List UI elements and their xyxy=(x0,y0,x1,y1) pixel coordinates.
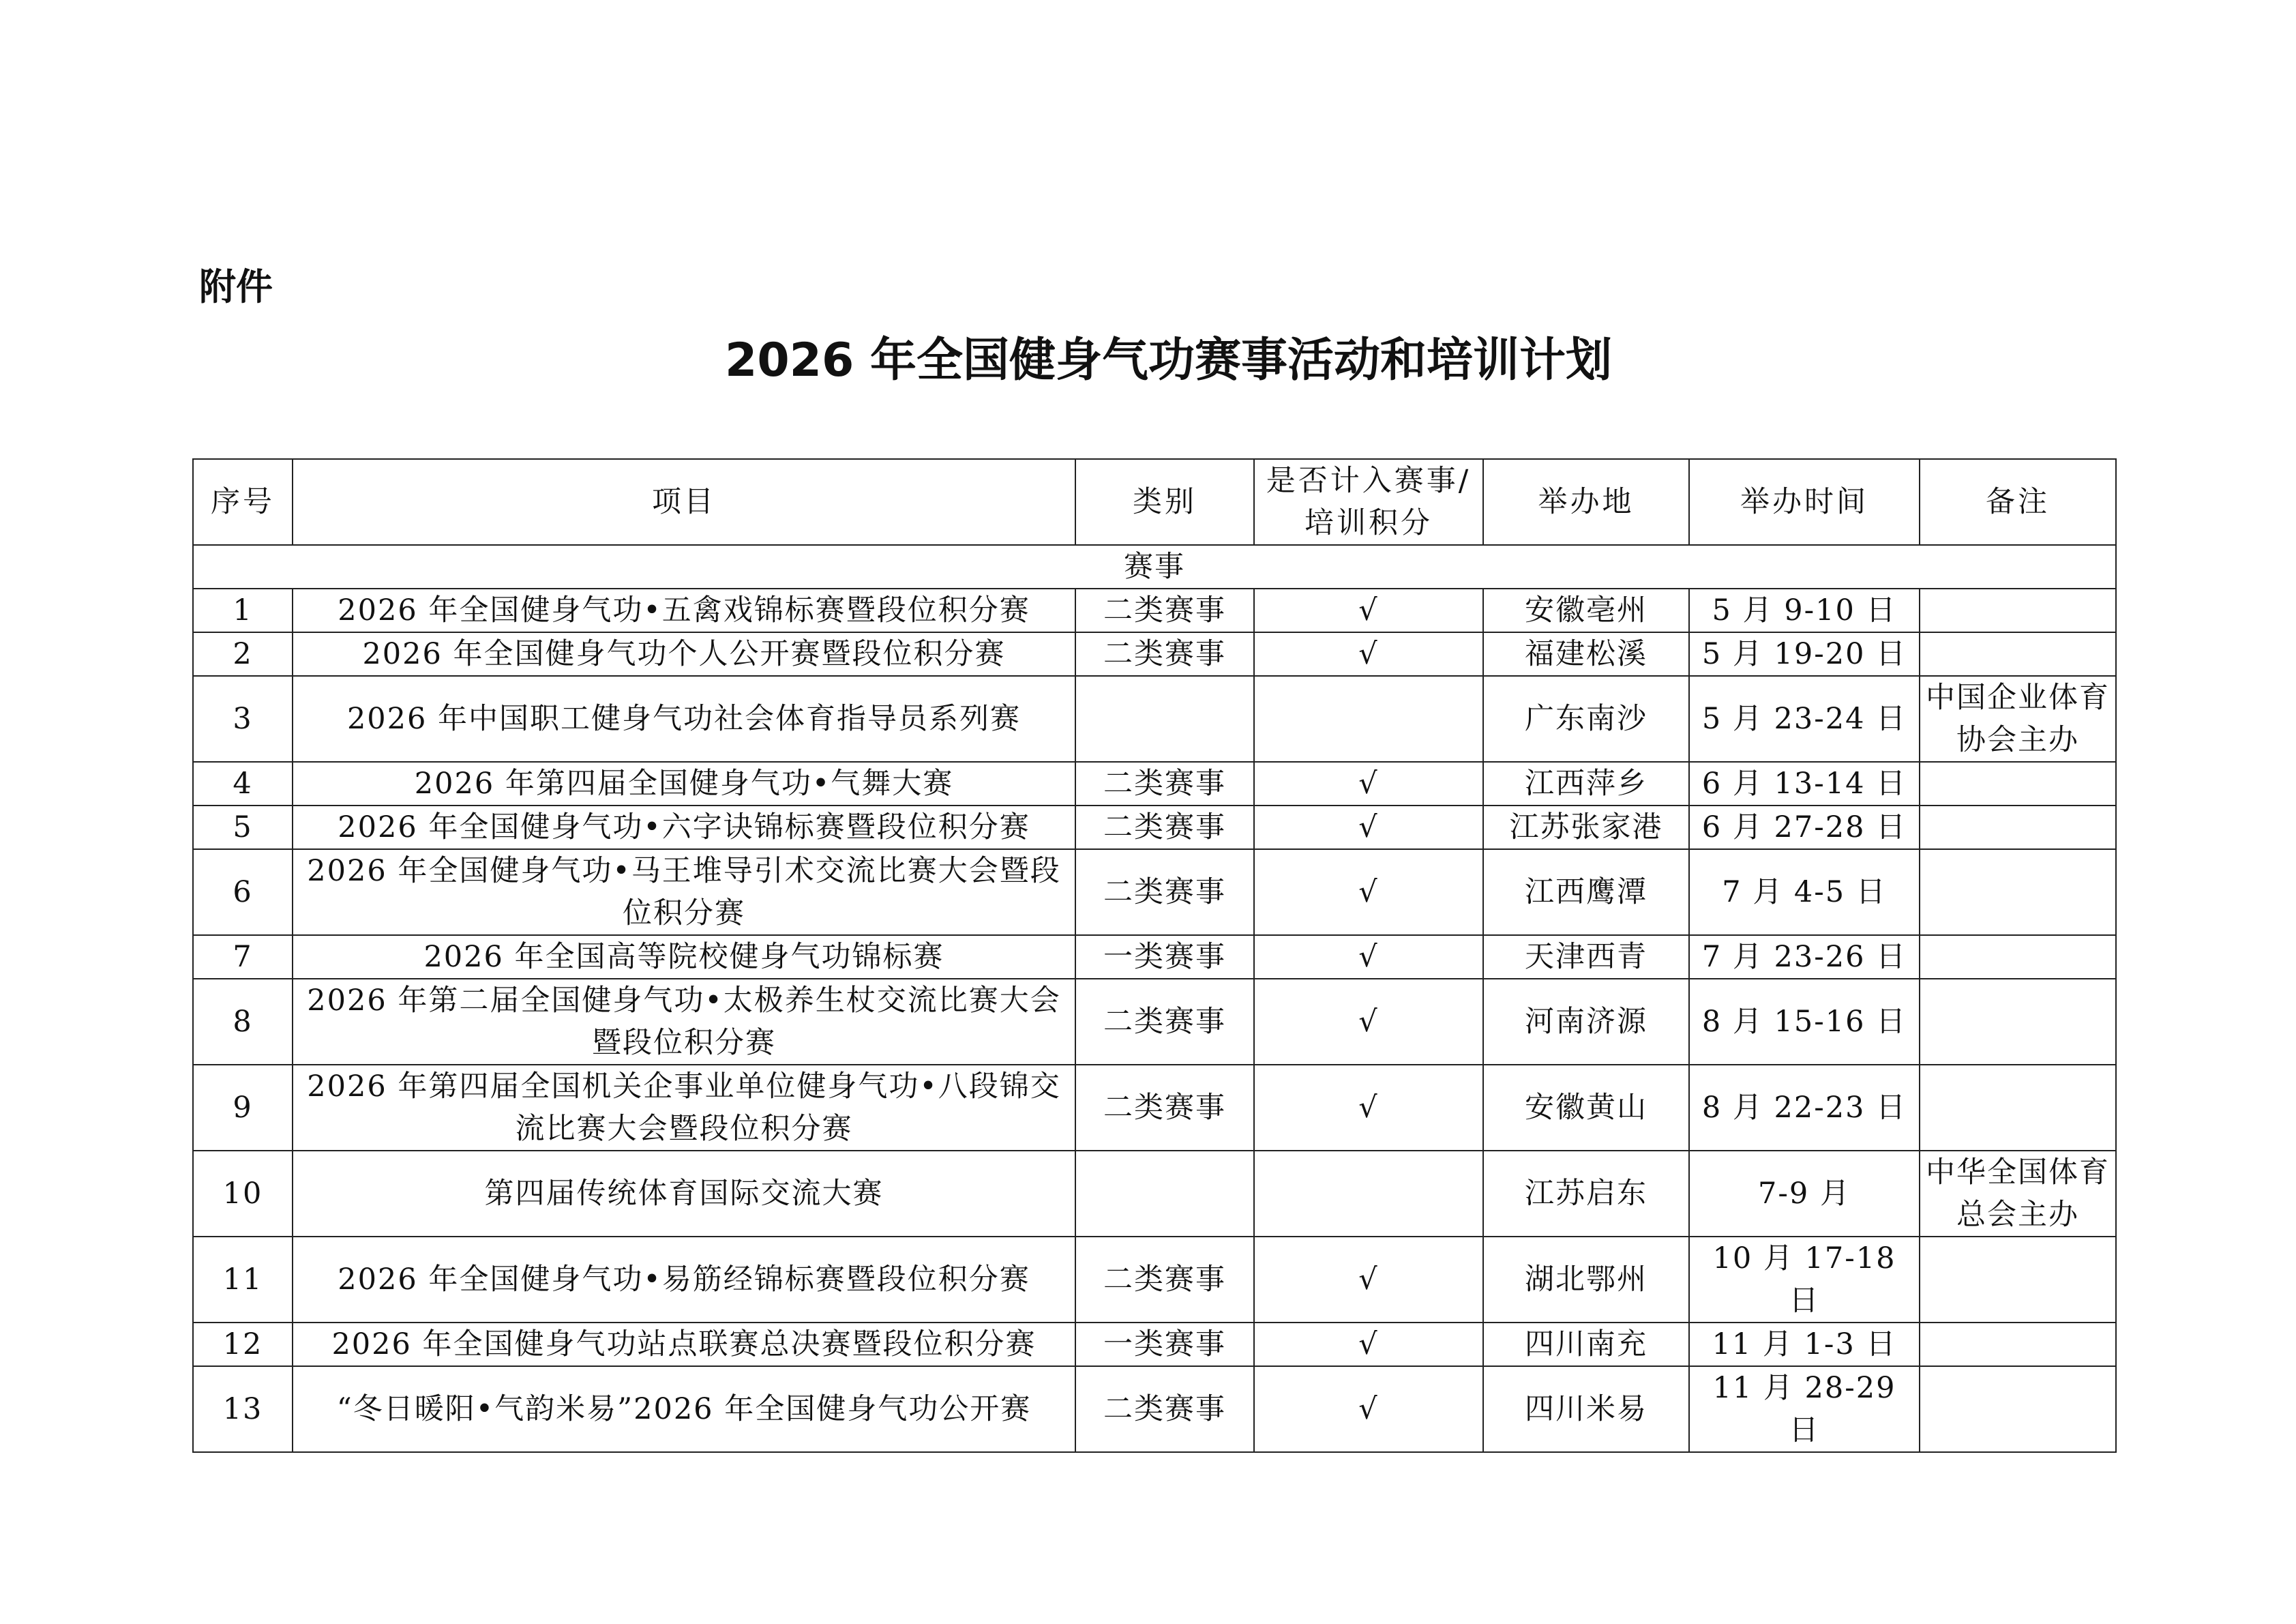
cell-remark xyxy=(1920,806,2116,849)
cell-index: 4 xyxy=(193,762,293,806)
header-remark: 备注 xyxy=(1920,459,2116,545)
cell-project: “冬日暖阳•气韵米易”2026 年全国健身气功公开赛 xyxy=(293,1366,1075,1452)
page-title: 2026 年全国健身气功赛事活动和培训计划 xyxy=(725,334,1612,387)
header-category: 类别 xyxy=(1075,459,1254,545)
cell-category: 一类赛事 xyxy=(1075,1323,1254,1366)
cell-index: 1 xyxy=(193,589,293,632)
cell-location: 安徽黄山 xyxy=(1483,1065,1689,1151)
cell-index: 3 xyxy=(193,676,293,762)
cell-remark xyxy=(1920,589,2116,632)
cell-category: 二类赛事 xyxy=(1075,762,1254,806)
cell-points: √ xyxy=(1254,979,1483,1065)
cell-index: 12 xyxy=(193,1323,293,1366)
table-row xyxy=(193,632,2116,676)
cell-category: 二类赛事 xyxy=(1075,632,1254,676)
cell-location: 四川米易 xyxy=(1483,1366,1689,1452)
header-points: 是否计入赛事/培训积分 xyxy=(1254,459,1483,545)
cell-date: 6 月 13-14 日 xyxy=(1689,762,1920,806)
cell-date: 7-9 月 xyxy=(1689,1151,1920,1237)
cell-index: 11 xyxy=(193,1237,293,1323)
section-row xyxy=(193,545,2116,589)
cell-location: 江西萍乡 xyxy=(1483,762,1689,806)
cell-project: 2026 年全国健身气功个人公开赛暨段位积分赛 xyxy=(293,632,1075,676)
cell-location: 天津西青 xyxy=(1483,935,1689,979)
section-label: 赛事 xyxy=(193,545,2116,589)
cell-project: 2026 年全国健身气功•六字诀锦标赛暨段位积分赛 xyxy=(293,806,1075,849)
cell-date: 11 月 1-3 日 xyxy=(1689,1323,1920,1366)
cell-project: 2026 年第四届全国健身气功•气舞大赛 xyxy=(293,762,1075,806)
cell-project: 2026 年全国健身气功•五禽戏锦标赛暨段位积分赛 xyxy=(293,589,1075,632)
table-row xyxy=(193,979,2116,1065)
cell-date: 5 月 23-24 日 xyxy=(1689,676,1920,762)
cell-remark xyxy=(1920,632,2116,676)
cell-index: 2 xyxy=(193,632,293,676)
cell-project: 第四届传统体育国际交流大赛 xyxy=(293,1151,1075,1237)
cell-location: 湖北鄂州 xyxy=(1483,1237,1689,1323)
cell-location: 四川南充 xyxy=(1483,1323,1689,1366)
table-row xyxy=(193,935,2116,979)
cell-category: 二类赛事 xyxy=(1075,979,1254,1065)
table-row xyxy=(193,676,2116,762)
cell-index: 9 xyxy=(193,1065,293,1151)
cell-points: √ xyxy=(1254,1065,1483,1151)
table-row xyxy=(193,1065,2116,1151)
cell-points: √ xyxy=(1254,849,1483,935)
cell-category: 二类赛事 xyxy=(1075,1065,1254,1151)
cell-date: 7 月 4-5 日 xyxy=(1689,849,1920,935)
table-row xyxy=(193,1151,2116,1237)
cell-date: 11 月 28-29 日 xyxy=(1689,1366,1920,1452)
event-plan-table xyxy=(192,458,2117,1453)
header-index: 序号 xyxy=(193,459,293,545)
cell-category: 一类赛事 xyxy=(1075,935,1254,979)
cell-remark xyxy=(1920,849,2116,935)
cell-remark xyxy=(1920,935,2116,979)
cell-index: 13 xyxy=(193,1366,293,1452)
cell-points xyxy=(1254,1151,1483,1237)
cell-remark: 中华全国体育总会主办 xyxy=(1920,1151,2116,1237)
cell-index: 6 xyxy=(193,849,293,935)
cell-date: 5 月 9-10 日 xyxy=(1689,589,1920,632)
cell-points xyxy=(1254,676,1483,762)
cell-points: √ xyxy=(1254,1366,1483,1452)
table-row xyxy=(193,762,2116,806)
cell-points: √ xyxy=(1254,1237,1483,1323)
cell-category: 二类赛事 xyxy=(1075,806,1254,849)
cell-project: 2026 年全国健身气功•马王堆导引术交流比赛大会暨段位积分赛 xyxy=(293,849,1075,935)
cell-project: 2026 年第四届全国机关企事业单位健身气功•八段锦交流比赛大会暨段位积分赛 xyxy=(293,1065,1075,1151)
cell-index: 10 xyxy=(193,1151,293,1237)
table-row xyxy=(193,1366,2116,1452)
cell-location: 河南济源 xyxy=(1483,979,1689,1065)
cell-points: √ xyxy=(1254,935,1483,979)
cell-project: 2026 年第二届全国健身气功•太极养生杖交流比赛大会暨段位积分赛 xyxy=(293,979,1075,1065)
attachment-label: 附件 xyxy=(199,265,273,308)
table-header-row xyxy=(193,459,2116,545)
cell-date: 8 月 15-16 日 xyxy=(1689,979,1920,1065)
cell-category xyxy=(1075,1151,1254,1237)
table-row xyxy=(193,1323,2116,1366)
cell-category: 二类赛事 xyxy=(1075,849,1254,935)
cell-date: 7 月 23-26 日 xyxy=(1689,935,1920,979)
cell-remark xyxy=(1920,979,2116,1065)
cell-points: √ xyxy=(1254,806,1483,849)
header-date: 举办时间 xyxy=(1689,459,1920,545)
table-row xyxy=(193,589,2116,632)
cell-index: 8 xyxy=(193,979,293,1065)
cell-date: 6 月 27-28 日 xyxy=(1689,806,1920,849)
cell-project: 2026 年全国健身气功•易筋经锦标赛暨段位积分赛 xyxy=(293,1237,1075,1323)
cell-remark xyxy=(1920,1323,2116,1366)
cell-location: 江西鹰潭 xyxy=(1483,849,1689,935)
cell-category xyxy=(1075,676,1254,762)
cell-remark xyxy=(1920,1237,2116,1323)
cell-remark: 中国企业体育协会主办 xyxy=(1920,676,2116,762)
cell-location: 广东南沙 xyxy=(1483,676,1689,762)
cell-points: √ xyxy=(1254,632,1483,676)
cell-date: 10 月 17-18 日 xyxy=(1689,1237,1920,1323)
cell-location: 福建松溪 xyxy=(1483,632,1689,676)
cell-remark xyxy=(1920,1366,2116,1452)
cell-category: 二类赛事 xyxy=(1075,1237,1254,1323)
table-row xyxy=(193,806,2116,849)
cell-points: √ xyxy=(1254,762,1483,806)
cell-location: 江苏张家港 xyxy=(1483,806,1689,849)
cell-date: 5 月 19-20 日 xyxy=(1689,632,1920,676)
cell-location: 江苏启东 xyxy=(1483,1151,1689,1237)
cell-location: 安徽亳州 xyxy=(1483,589,1689,632)
cell-category: 二类赛事 xyxy=(1075,1366,1254,1452)
table-row xyxy=(193,849,2116,935)
cell-points: √ xyxy=(1254,589,1483,632)
table-row xyxy=(193,1237,2116,1323)
cell-remark xyxy=(1920,1065,2116,1151)
cell-project: 2026 年全国高等院校健身气功锦标赛 xyxy=(293,935,1075,979)
cell-category: 二类赛事 xyxy=(1075,589,1254,632)
cell-date: 8 月 22-23 日 xyxy=(1689,1065,1920,1151)
cell-points: √ xyxy=(1254,1323,1483,1366)
cell-remark xyxy=(1920,762,2116,806)
cell-project: 2026 年全国健身气功站点联赛总决赛暨段位积分赛 xyxy=(293,1323,1075,1366)
cell-project: 2026 年中国职工健身气功社会体育指导员系列赛 xyxy=(293,676,1075,762)
cell-index: 5 xyxy=(193,806,293,849)
header-project: 项目 xyxy=(293,459,1075,545)
header-location: 举办地 xyxy=(1483,459,1689,545)
cell-index: 7 xyxy=(193,935,293,979)
